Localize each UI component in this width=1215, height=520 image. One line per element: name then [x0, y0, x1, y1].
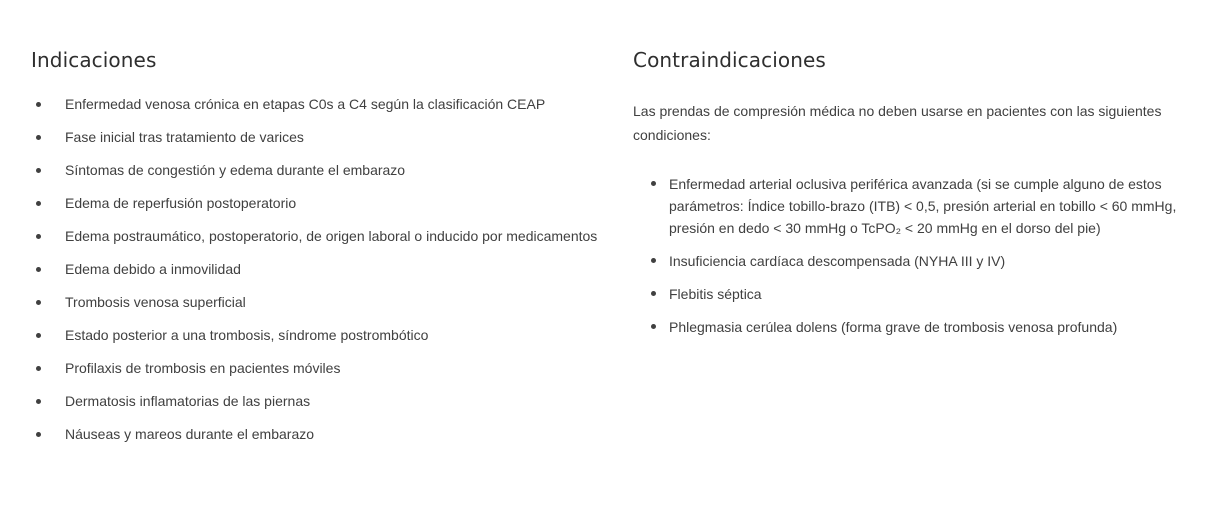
- bullet-icon: [651, 258, 656, 263]
- list-item: [633, 283, 1198, 305]
- bullet-icon: [651, 324, 656, 329]
- bullet-icon: [36, 234, 41, 239]
- bullet-icon: [36, 300, 41, 305]
- list-item: [31, 424, 611, 445]
- indicaciones-list: [31, 94, 611, 457]
- list-item: [31, 226, 611, 247]
- bullet-icon: [36, 102, 41, 107]
- list-item-text: Flebitis séptica: [669, 286, 762, 302]
- list-item: [31, 325, 611, 346]
- list-item: [31, 127, 611, 148]
- list-item: [31, 292, 611, 313]
- contraindicaciones-intro: Las prendas de compresión médica no deben usarse en pacientes con las siguientes condiciones:: [633, 103, 1162, 143]
- list-item-text: Phlegmasia cerúlea dolens (forma grave de trombosis venosa profunda): [669, 319, 1118, 335]
- list-item: [31, 94, 611, 115]
- list-item-text: Náuseas y mareos durante el embarazo: [65, 426, 315, 442]
- list-item-text: Fase inicial tras tratamiento de varices: [65, 129, 304, 145]
- list-item: [633, 173, 1198, 239]
- list-item-text: Edema postraumático, postoperatorio, de origen laboral o inducido por medicamentos: [65, 228, 598, 244]
- list-item-text: Profilaxis de trombosis en pacientes móviles: [65, 360, 341, 376]
- bullet-icon: [36, 366, 41, 371]
- list-item-text: Enfermedad venosa crónica en etapas C0s a C4 según la clasificación CEAP: [65, 96, 546, 112]
- list-item-text: Insuficiencia cardíaca descompensada (NYHA III y IV): [669, 253, 1006, 269]
- list-item-text: Trombosis venosa superficial: [65, 294, 246, 310]
- contraindicaciones-heading: Contraindicaciones: [633, 48, 826, 72]
- bullet-icon: [36, 168, 41, 173]
- list-item: [633, 316, 1198, 338]
- bullet-icon: [651, 181, 656, 186]
- bullet-icon: [36, 432, 41, 437]
- bullet-icon: [36, 201, 41, 206]
- list-item: [31, 391, 611, 412]
- list-item-text: Estado posterior a una trombosis, síndrome postrombótico: [65, 327, 429, 343]
- list-item-text: Edema debido a inmovilidad: [65, 261, 241, 277]
- list-item-text: Edema de reperfusión postoperatorio: [65, 195, 297, 211]
- contraindicaciones-list: [633, 173, 1198, 349]
- list-item-text: Síntomas de congestión y edema durante el embarazo: [65, 162, 406, 178]
- list-item: [31, 160, 611, 181]
- list-item: [633, 250, 1198, 272]
- list-item: [31, 358, 611, 379]
- bullet-icon: [651, 291, 656, 296]
- bullet-icon: [36, 399, 41, 404]
- list-item: [31, 193, 611, 214]
- list-item-text: Dermatosis inflamatorias de las piernas: [65, 393, 311, 409]
- bullet-icon: [36, 135, 41, 140]
- list-item-text: Enfermedad arterial oclusiva periférica avanzada (si se cumple alguno de estos parámetros: Índice tobillo-brazo (ITB) < 0,5, presión arterial en tobillo < 60 mmHg, presión en dedo < 30 mmHg o TcPO₂ < 20 mmHg en el dorso del pie): [669, 176, 1177, 236]
- bullet-icon: [36, 333, 41, 338]
- list-item: [31, 259, 611, 280]
- bullet-icon: [36, 267, 41, 272]
- indicaciones-heading: Indicaciones: [31, 48, 157, 72]
